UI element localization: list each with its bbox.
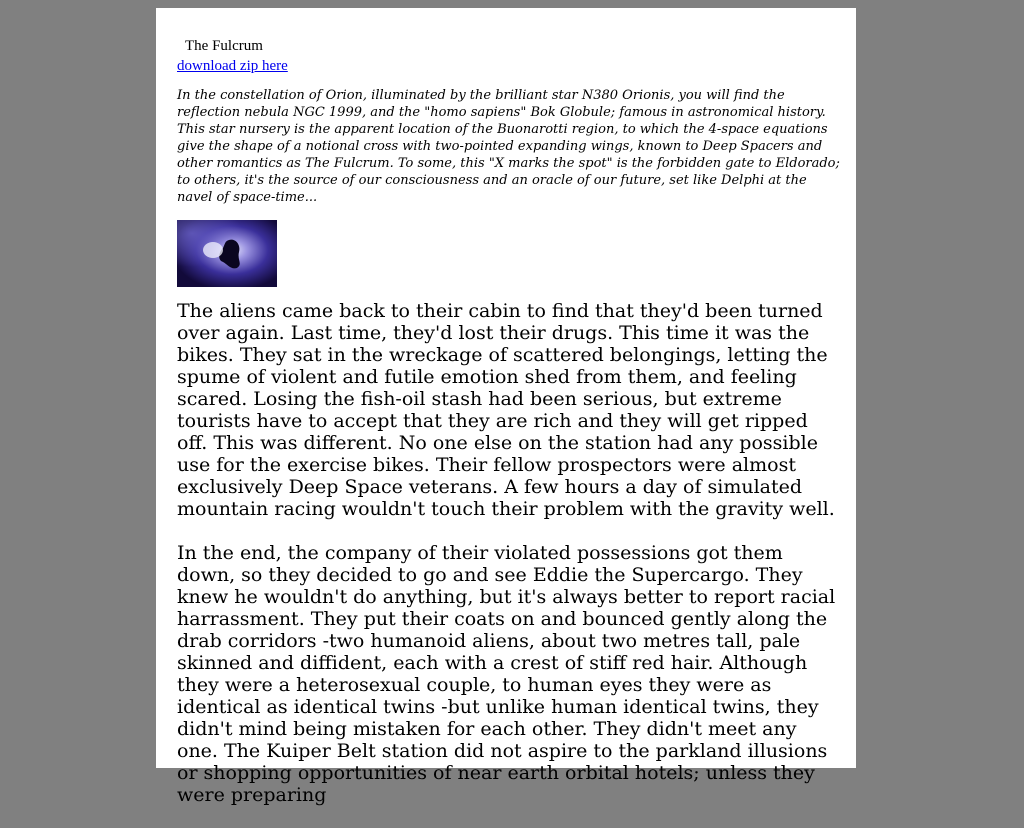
intro-paragraph: In the constellation of Orion, illuminated by the brilliant star N380 Orionis, you will find the reflection nebula NGC 1999, and the "homo sapiens" Bok Globule; famous in astronomical history. This star nursery is the apparent location of the Buonarotti region, to which the 4-space equations give the shape of a notional cross with two-pointed expanding wings, known to Deep Spacers and other romantics as The Fulcrum. To some, this "X marks the spot" is the forbidden gate to Eldorado; to others, it's the source of our consciousness and an oracle of our future, set like Delphi at the navel of space-time... xyxy=(177,88,840,205)
story-paragraph-2: In the end, the company of their violated possessions got them down, so they decided to go and see Eddie the Supercargo. They knew he wouldn't do anything, but it's always better to report racial harrassment. They put their coats on and bounced gently along the drab corridors -two humanoid aliens, about two metres tall, pale skinned and diffident, each with a crest of stiff red hair. Although they were a heterosexual couple, to human eyes they were as identical as identical twins -but unlike human identical twins, they didn't mind being mistaken for each other. They didn't meet any one. The Kuiper Belt station did not aspire to the parkland illusions or shopping opportunities of near earth orbital hotels; unless they were preparing xyxy=(177,542,836,806)
page-column xyxy=(156,8,856,806)
page-title: The Fulcrum xyxy=(185,38,263,54)
nebula-image xyxy=(177,220,277,287)
story-text xyxy=(177,300,841,806)
page-content xyxy=(177,38,841,828)
story-paragraph-1: The aliens came back to their cabin to find that they'd been turned over again. Last time, they'd lost their drugs. This time it was the bikes. They sat in the wreckage of scattered belongings, letting the spume of violent and futile emotion shed from them, and feeling scared. Losing the fish-oil stash had been serious, but extreme tourists have to accept that they are rich and they will get ripped off. This was different. No one else on the station had any possible use for the exercise bikes. Their fellow prospectors were almost exclusively Deep Space veterans. A few hours a day of simulated mountain racing wouldn't touch their problem with the gravity well. xyxy=(177,300,835,520)
download-zip-link[interactable]: download zip here xyxy=(177,58,288,74)
